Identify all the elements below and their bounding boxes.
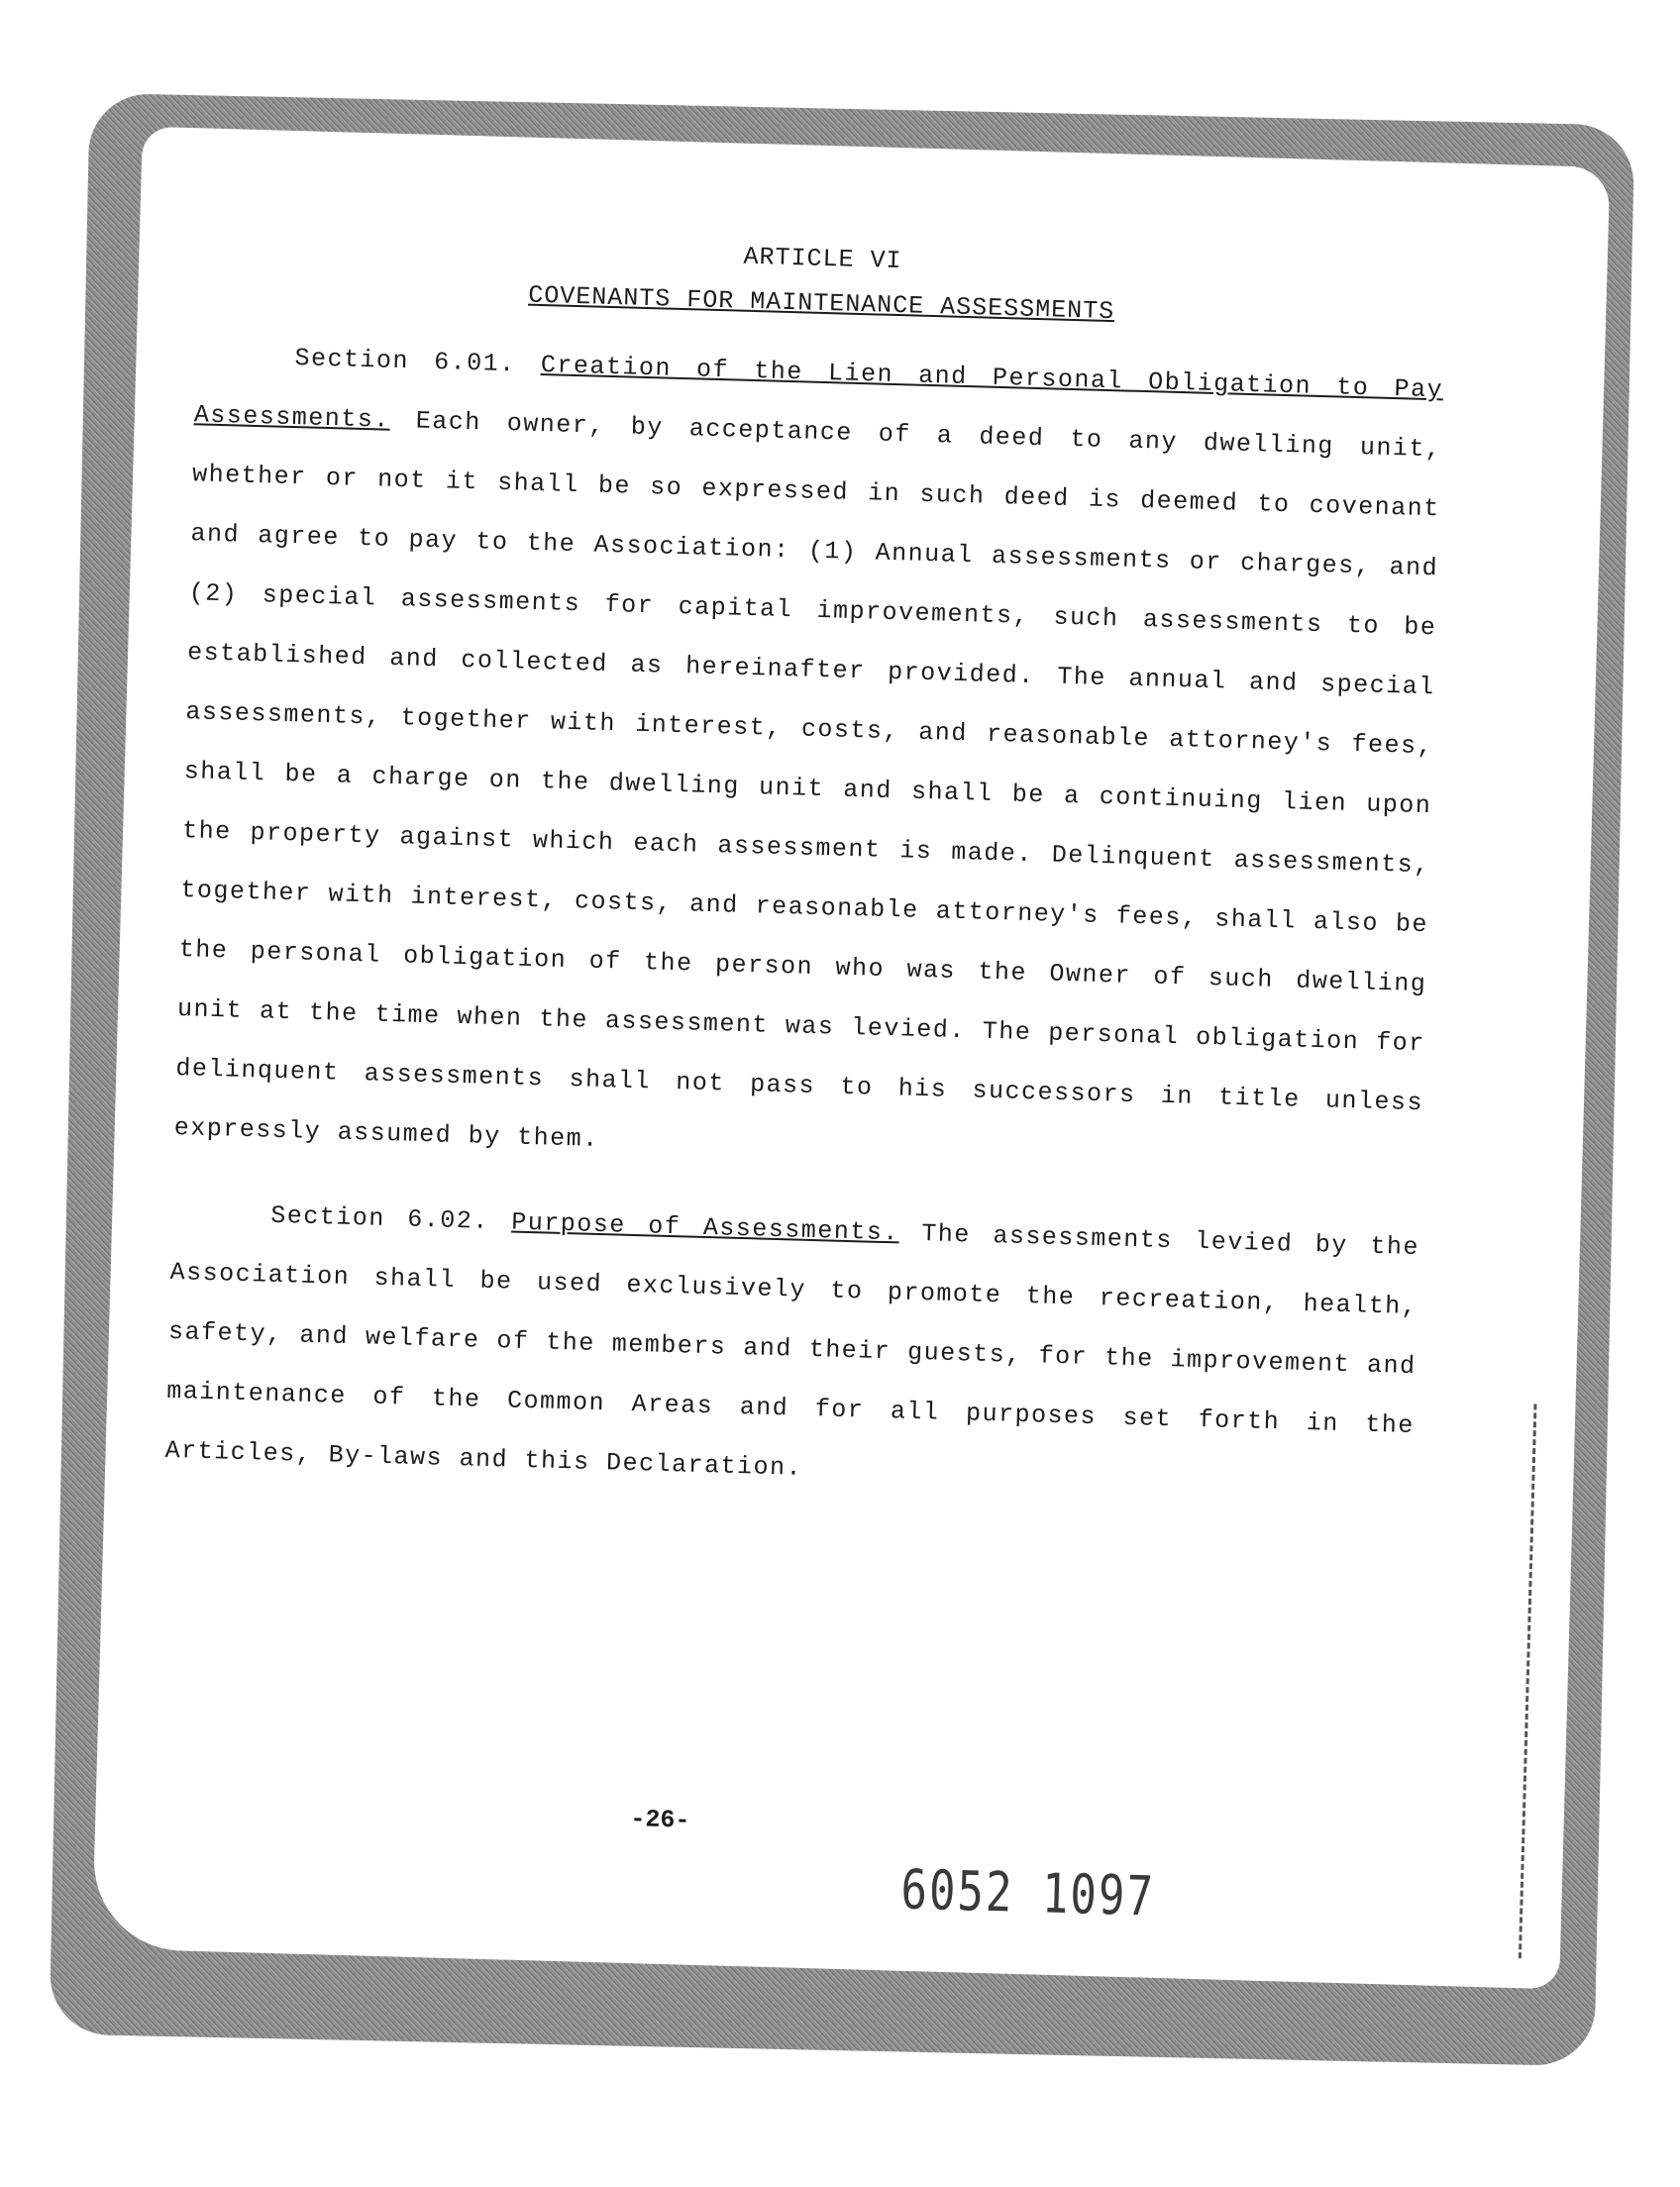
perforation-mark bbox=[1519, 1404, 1537, 1958]
section-6-02-body: The assessments levied by the Association shall be used exclusively to promote the recreation, health, safety, and welfare of the members and their guests, for the improvement and maintenance of the Common Areas and for all purposes set forth in the Articles, By-laws and this Declaration. bbox=[164, 1219, 1420, 1483]
section-6-01-number: Section 6.01. bbox=[294, 344, 517, 379]
section-6-01 bbox=[173, 326, 1444, 1193]
section-6-01-heading: Creation of the Lien and Personal Obligation to Pay Assessments. bbox=[193, 350, 1444, 435]
article-number: ARTICLE VI bbox=[743, 242, 902, 276]
article-title: COVENANTS FOR MAINTENANCE ASSESSMENTS bbox=[527, 280, 1115, 327]
document-page bbox=[92, 127, 1611, 1990]
section-6-02-number: Section 6.02. bbox=[269, 1200, 490, 1236]
document-body bbox=[164, 227, 1447, 1515]
recording-stamp: 6052 1097 bbox=[899, 1858, 1156, 1929]
section-6-02 bbox=[164, 1184, 1420, 1515]
section-6-01-body: Each owner, by acceptance of a deed to any dwelling unit, whether or not it shall be so expressed in such deed is deemed to covenant and agree to pay to the Association: (1) Annual assessments or charges, and (2) special assessments for capital improvements, such assessments to be established and collected as hereinafter provided. The annual and special assessments, together with interest, costs, and reasonable attorney's fees, shall be a charge on the dwelling unit and shall be a continuing lien upon the property against which each assessment is made. Delinquent assessments, together with interest, costs, and reasonable attorney's fees, shall also be the personal obligation of the person who was the Owner of such dwelling unit at the time when the assessment was levied. The personal obligation for delinquent assessments shall not pass to his successors in title unless expressly assumed by them. bbox=[173, 406, 1442, 1154]
page-number: -26- bbox=[630, 1805, 690, 1835]
section-6-02-heading: Purpose of Assessments. bbox=[510, 1207, 900, 1248]
